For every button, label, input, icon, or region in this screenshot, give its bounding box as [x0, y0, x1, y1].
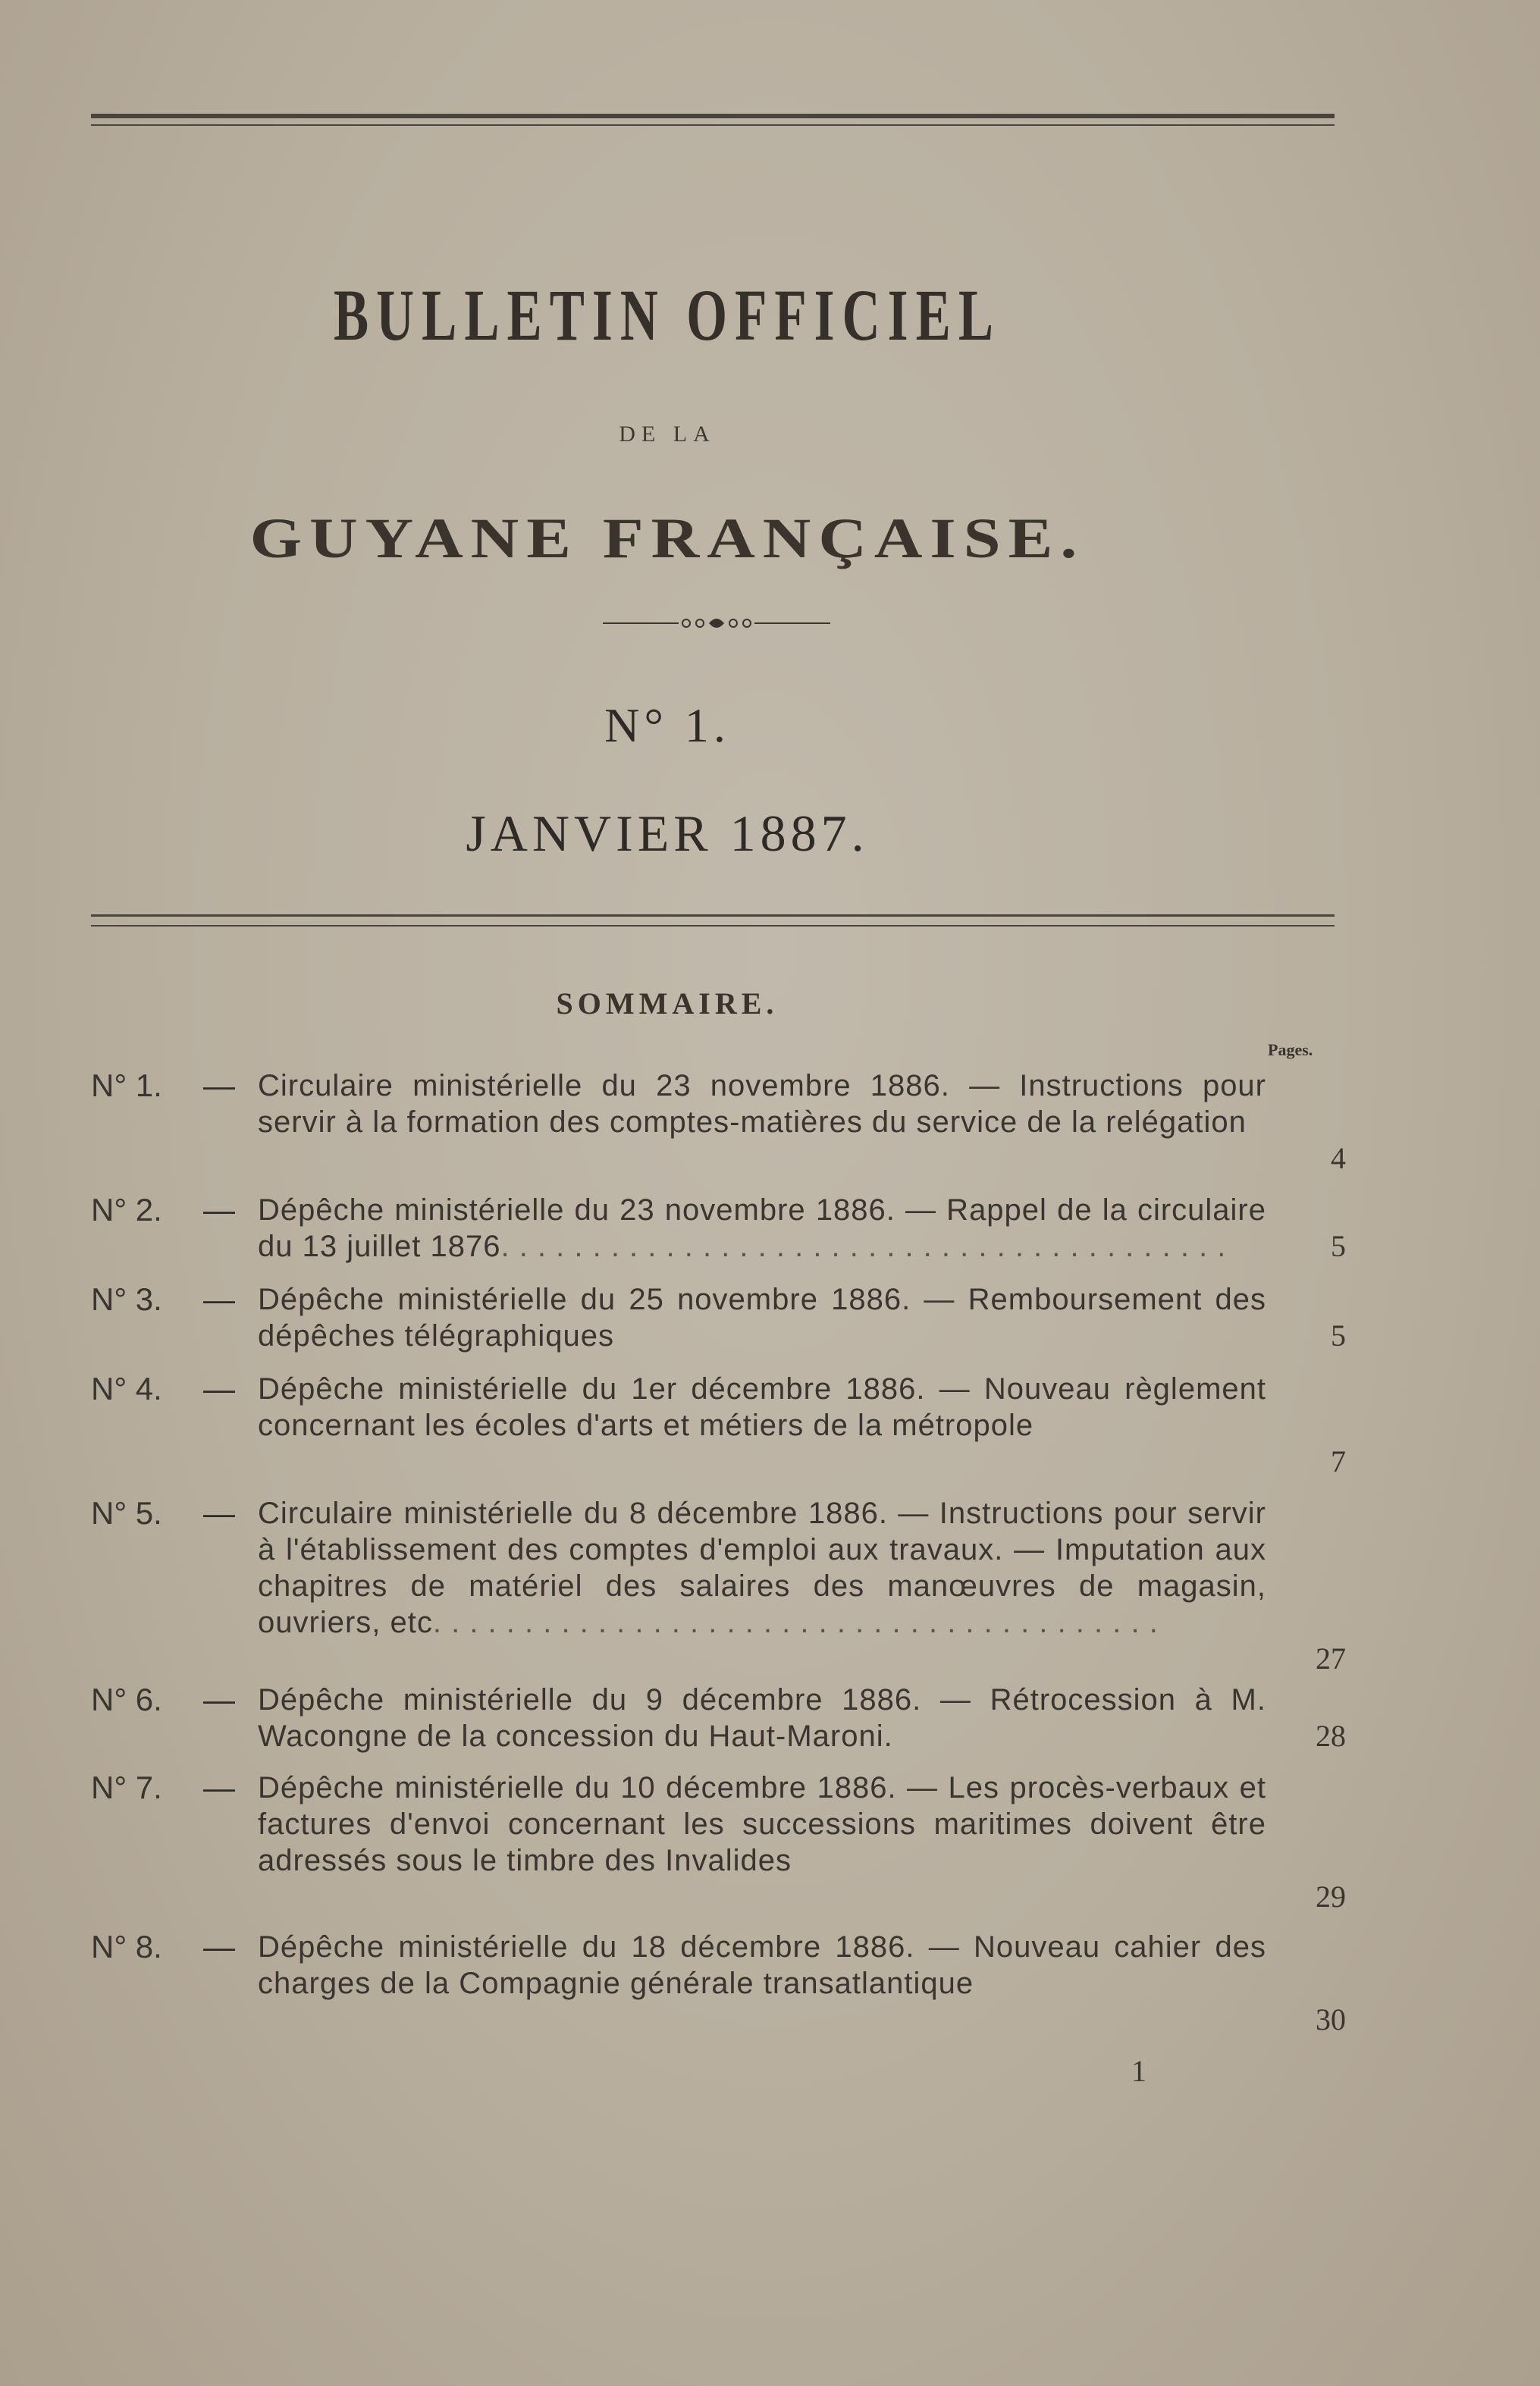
- entry-page-number: 30: [1316, 2002, 1346, 2036]
- dot-leader: . . . . . . . . . . . . . . . . . . . . . . . . . . . . . . . . . . . . . . . .: [500, 1230, 1227, 1263]
- masthead-title-line-2: GUYANE FRANÇAISE.: [249, 507, 1085, 571]
- entry-page-number: 7: [1331, 1444, 1346, 1478]
- issue-number: N° 1.: [604, 698, 730, 752]
- entry-number: N° 6.: [91, 1682, 162, 1717]
- entry-number: N° 7.: [91, 1770, 162, 1805]
- top-double-rule-thin: [91, 124, 1335, 126]
- entry-text: Dépêche ministérielle du 1er décembre 1886. — Nouveau règlement concernant les écoles d'arts et métiers de la métropole: [258, 1372, 1266, 1442]
- entry-dash: —: [203, 1192, 235, 1227]
- entry-page-number: 29: [1316, 1880, 1346, 1914]
- issue-date: JANVIER 1887.: [466, 804, 869, 862]
- top-double-rule-thick: [91, 114, 1335, 118]
- entry-text: Circulaire ministérielle du 23 novembre 1886. — Instructions pour servir à la formation des comptes-matières du service de la relégation: [258, 1069, 1266, 1139]
- entry-dash: —: [203, 1495, 235, 1531]
- entry-dash: —: [203, 1281, 235, 1317]
- entry-number: N° 4.: [91, 1371, 162, 1406]
- entry-text: Dépêche ministérielle du 10 décembre 1886. — Les procès-verbaux et factures d'envoi concernant les successions maritimes doivent être adressés sous le timbre des Invalides: [258, 1771, 1266, 1877]
- masthead-connector: DE LA: [619, 422, 716, 447]
- entry-dash: —: [203, 1371, 235, 1406]
- entry-page-number: 5: [1331, 1229, 1346, 1263]
- entry-text: Dépêche ministérielle du 25 novembre 1886. — Remboursement des dépêches télégraphiques: [258, 1283, 1266, 1353]
- mid-double-rule-thin: [91, 925, 1335, 926]
- entry-number: N° 3.: [91, 1281, 162, 1317]
- entry-number: N° 2.: [91, 1192, 162, 1227]
- entry-page-number: 4: [1331, 1141, 1346, 1175]
- entry-page-number: 5: [1331, 1318, 1346, 1353]
- mid-double-rule-thick: [91, 914, 1335, 917]
- entry-dash: —: [203, 1770, 235, 1805]
- dot-leader: . . . . . . . . . . . . . . . . . . . . . . . . . . . . . . . . . . . . . . . .: [432, 1606, 1159, 1639]
- entry-dash: —: [203, 1929, 235, 1964]
- entry-text: Dépêche ministérielle du 9 décembre 1886. — Rétrocession à M. Wacongne de la concession du Haut-Maroni.: [258, 1683, 1266, 1753]
- entry-number: N° 8.: [91, 1929, 162, 1964]
- entry-number: N° 5.: [91, 1495, 162, 1531]
- entry-number: N° 1.: [91, 1068, 162, 1103]
- entry-text: Dépêche ministérielle du 18 décembre 1886. — Nouveau cahier des charges de la Compagnie générale transatlantique: [258, 1930, 1266, 2000]
- pages-column-label: Pages.: [1268, 1040, 1313, 1059]
- entry-page-number: 28: [1316, 1719, 1346, 1753]
- entry-text: Dépêche ministérielle du 23 novembre 1886. — Rappel de la circulaire du 13 juillet 1876. . . . . . . . . . . . . . . . . . . . . . . . . . . . . . . . . . . . . . . .: [258, 1193, 1266, 1263]
- entry-dash: —: [203, 1068, 235, 1103]
- page-folio: 1: [1131, 2054, 1146, 2088]
- masthead-title-line-1: BULLETIN OFFICIEL: [333, 274, 1001, 356]
- summary-heading: SOMMAIRE.: [556, 986, 779, 1021]
- entry-text: Circulaire ministérielle du 8 décembre 1886. — Instructions pour servir à l'établissement des comptes d'emploi aux travaux. — Imputation aux chapitres de matériel des salaires des manœuvres de magasin, ouvriers, etc. . . . . . . . . . . . . . . . . . . . . . . . . . . . . . . . . . . . . . . .: [258, 1497, 1266, 1639]
- entry-page-number: 27: [1316, 1641, 1346, 1676]
- entry-dash: —: [203, 1682, 235, 1717]
- ornament-divider-icon: [603, 614, 830, 632]
